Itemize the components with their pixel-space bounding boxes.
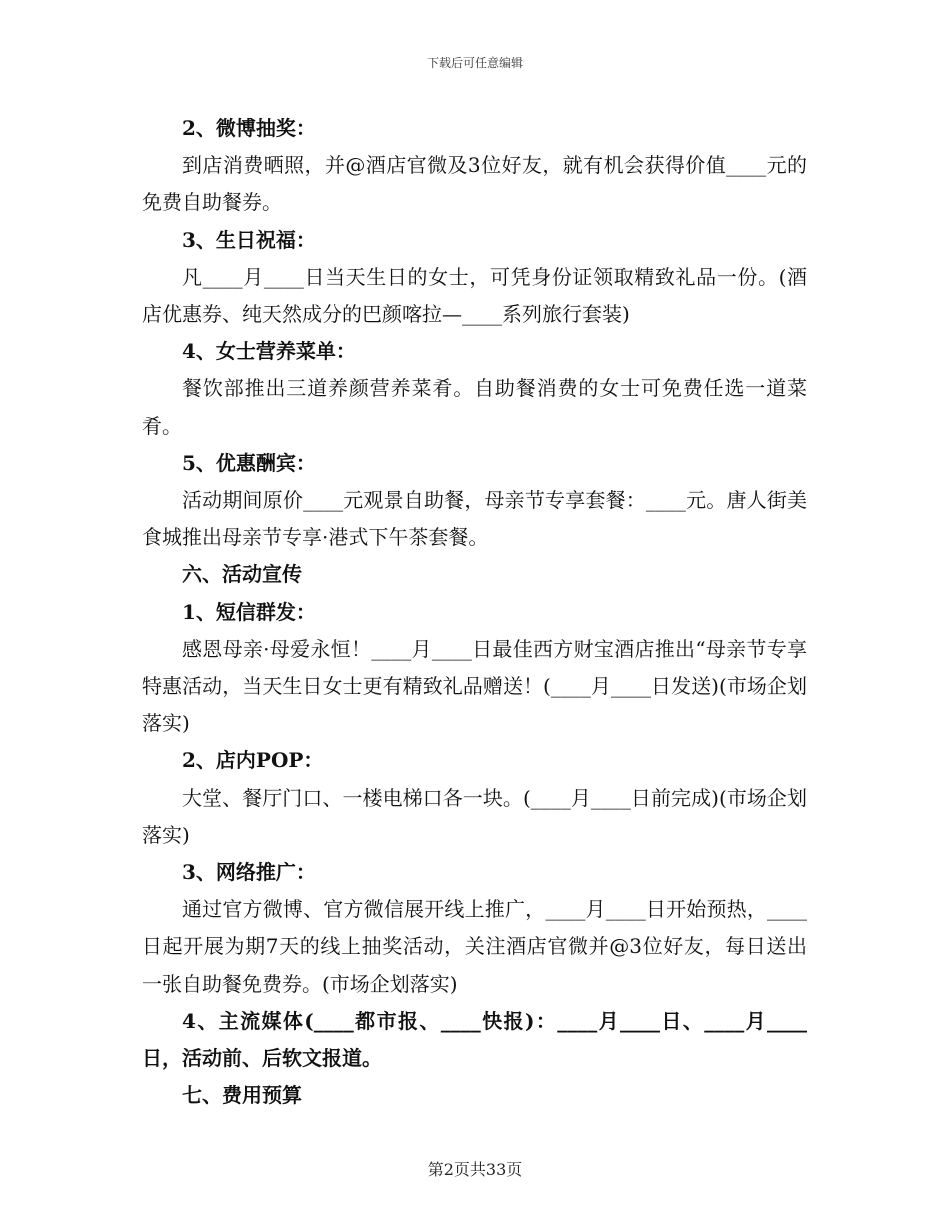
chapter-heading: 七、费用预算 <box>182 1083 302 1108</box>
section-heading: 3、生日祝福： <box>182 227 316 252</box>
paragraph: 活动期间原价____元观景自助餐，母亲节专享套餐：____元。唐人街美食城推出母亲节专享·港式下午茶套餐。 <box>142 488 807 550</box>
section-heading: 4、女士营养菜单： <box>182 339 356 364</box>
section-heading: 5、优惠酬宾： <box>182 450 316 475</box>
section-heading: 2、微博抽奖： <box>182 116 316 140</box>
chapter-heading: 六、活动宣传 <box>182 562 302 587</box>
paragraph: 通过官方微博、官方微信展开线上推广，____月____日开始预热，____日起开展为期7天的线上抽奖活动，关注酒店官微并@3位好友，每日送出一张自助餐免费券。(市场企划落实) <box>142 897 807 996</box>
document-body <box>142 110 807 1114</box>
paragraph: 凡____月____日当天生日的女士，可凭身份证领取精致礼品一份。(酒店优惠券、纯天然成分的巴颜喀拉—____系列旅行套装) <box>142 264 807 327</box>
paragraph: 大堂、餐厅门口、一楼电梯口各一块。(____月____日前完成)(市场企划落实) <box>142 785 807 847</box>
page-header-note: 下载后可任意编辑 <box>426 56 523 70</box>
paragraph: 到店消费晒照，并@酒店官微及3位好友，就有机会获得价值____元的免费自助餐券。 <box>142 153 807 215</box>
section-heading: 2、店内POP： <box>182 748 324 773</box>
paragraph: 感恩母亲·母爱永恒！____月____日最佳西方财宝酒店推出“母亲节专享特惠活动，当天生日女士更有精致礼品赠送！(____月____日发送)(市场企划落实) <box>142 636 807 736</box>
section-heading: 1、短信群发： <box>182 599 316 624</box>
paragraph: 餐饮部推出三道养颜营养菜肴。自助餐消费的女士可免费任选一道菜肴。 <box>142 376 807 438</box>
paragraph-bold: 4、主流媒体(____都市报、____快报)：____月____日、____月____日，活动前、后软文报道。 <box>142 1008 807 1071</box>
section-heading: 3、网络推广： <box>182 860 316 885</box>
page-footer-number: 第2页共33页 <box>427 1160 523 1179</box>
